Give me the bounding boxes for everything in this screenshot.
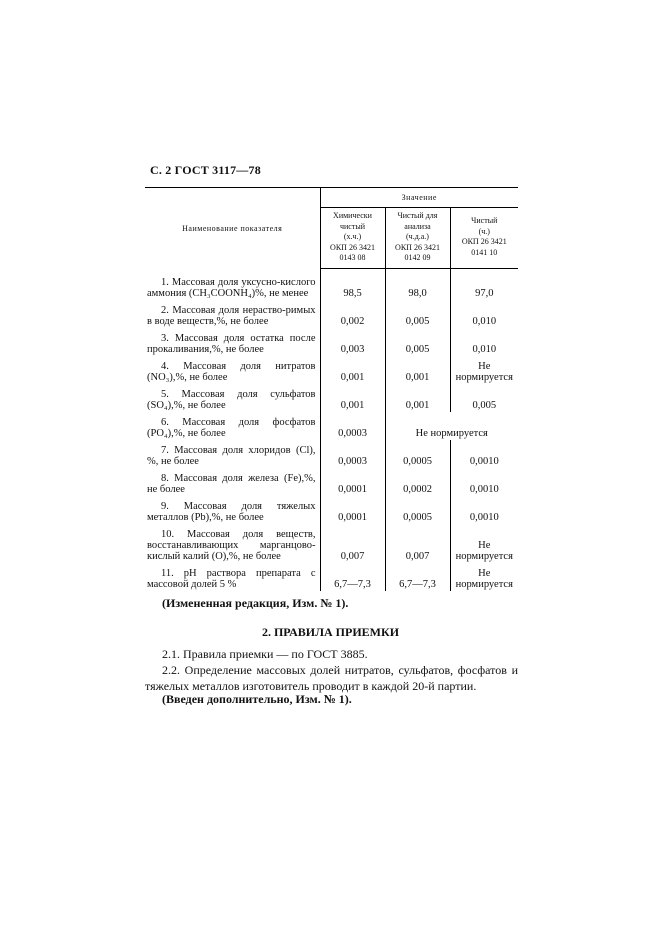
amended-note: (Измененная редакция, Изм. № 1). <box>162 596 349 610</box>
table-row <box>145 328 518 356</box>
value-cell: Не нормируется <box>455 540 513 562</box>
value-cell: Не нормируется <box>455 361 513 383</box>
value-cell: 97,0 <box>475 288 494 299</box>
value-cell: 98,0 <box>385 268 450 300</box>
value-cell: 0,010 <box>472 316 497 327</box>
merged-value-cell: Не нормируется <box>415 428 488 439</box>
table-row <box>145 563 518 591</box>
indicator-name: 11. pH раствора препарата с массовой долей 5 % <box>145 563 320 591</box>
grade-header-chemically-pure: Химически чистый (х.ч.) ОКП 26 3421 0143 08 <box>320 208 385 269</box>
indicator-name: 6. Массовая доля фосфатов (PO₄),%, не более <box>145 412 320 440</box>
table-row <box>145 440 518 468</box>
table-row <box>145 496 518 524</box>
value-cell: 0,003 <box>320 328 385 356</box>
introduced-note: (Введен дополнительно, Изм. № 1). <box>162 692 352 706</box>
table-row <box>145 524 518 563</box>
column-header-value: Значение <box>320 188 518 208</box>
value-cell: 0,0010 <box>469 512 499 523</box>
indicator-name: 4. Массовая доля нитратов (NO₃),%, не более <box>145 356 320 384</box>
indicator-name: 1. Массовая доля уксусно-кислого аммония (CH₃COONH₄)%, не менее <box>145 268 320 300</box>
value-cell: 0,001 <box>385 384 450 412</box>
value-cell: 0,005 <box>385 300 450 328</box>
value-cell: 0,0003 <box>320 440 385 468</box>
value-cell: 0,0005 <box>385 496 450 524</box>
value-cell: 0,0002 <box>385 468 450 496</box>
requirements-table-wrapper <box>145 187 518 591</box>
table-row <box>145 468 518 496</box>
table-row <box>145 384 518 412</box>
grade-header-analytical: Чистый для анализа (ч.д.а.) ОКП 26 3421 0142 09 <box>385 208 450 269</box>
paragraph-2-2: 2.2. Определение массовых долей нитратов, сульфатов, фосфатов и тяжелых металлов изготовитель проводит в каждой 20-й партии. <box>145 663 518 693</box>
requirements-table <box>145 187 518 591</box>
value-cell: 0,001 <box>385 356 450 384</box>
section-title: 2. ПРАВИЛА ПРИЕМКИ <box>261 625 400 639</box>
value-cell: 0,0010 <box>469 456 499 467</box>
column-header-name: Наименование показателя <box>145 188 320 269</box>
table-row <box>145 300 518 328</box>
value-cell: 0,007 <box>385 524 450 563</box>
indicator-name: 5. Массовая доля сульфатов (SO₄),%, не более <box>145 384 320 412</box>
value-cell: 0,0005 <box>385 440 450 468</box>
indicator-name: 3. Массовая доля остатка после прокаливания,%, не более <box>145 328 320 356</box>
value-cell: 6,7—7,3 <box>385 563 450 591</box>
value-cell: 0,0010 <box>469 484 499 495</box>
value-cell: Не нормируется <box>455 568 513 590</box>
page-header: С. 2 ГОСТ 3117—78 <box>150 163 261 177</box>
indicator-name: 2. Массовая доля нераство-римых в воде веществ,%, не более <box>145 300 320 328</box>
value-cell: 6,7—7,3 <box>320 563 385 591</box>
indicator-name: 7. Массовая доля хлоридов (Cl), %, не более <box>145 440 320 468</box>
value-cell: 0,002 <box>320 300 385 328</box>
value-cell: 0,0001 <box>320 468 385 496</box>
indicator-name: 8. Массовая доля железа (Fe),%, не более <box>145 468 320 496</box>
value-cell: 0,0003 <box>320 412 385 440</box>
indicator-name: 9. Массовая доля тяжелых металлов (Pb),%, не более <box>145 496 320 524</box>
value-cell: 0,007 <box>320 524 385 563</box>
value-cell: 0,0001 <box>320 496 385 524</box>
value-cell: 0,005 <box>472 400 497 411</box>
indicator-name: 10. Массовая доля веществ, восстанавливающих марганцово-кислый калий (О),%, не более <box>145 524 320 563</box>
table-row <box>145 356 518 384</box>
paragraph-2-1: 2.1. Правила приемки — по ГОСТ 3885. <box>162 647 368 661</box>
value-cell: 98,5 <box>320 268 385 300</box>
value-cell: 0,005 <box>385 328 450 356</box>
value-cell: 0,001 <box>320 356 385 384</box>
grade-header-pure: Чистый (ч.) ОКП 26 3421 0141 10 <box>450 208 518 269</box>
value-cell: 0,010 <box>472 344 497 355</box>
value-cell: 0,001 <box>320 384 385 412</box>
table-row <box>145 268 518 300</box>
table-row <box>145 412 518 440</box>
